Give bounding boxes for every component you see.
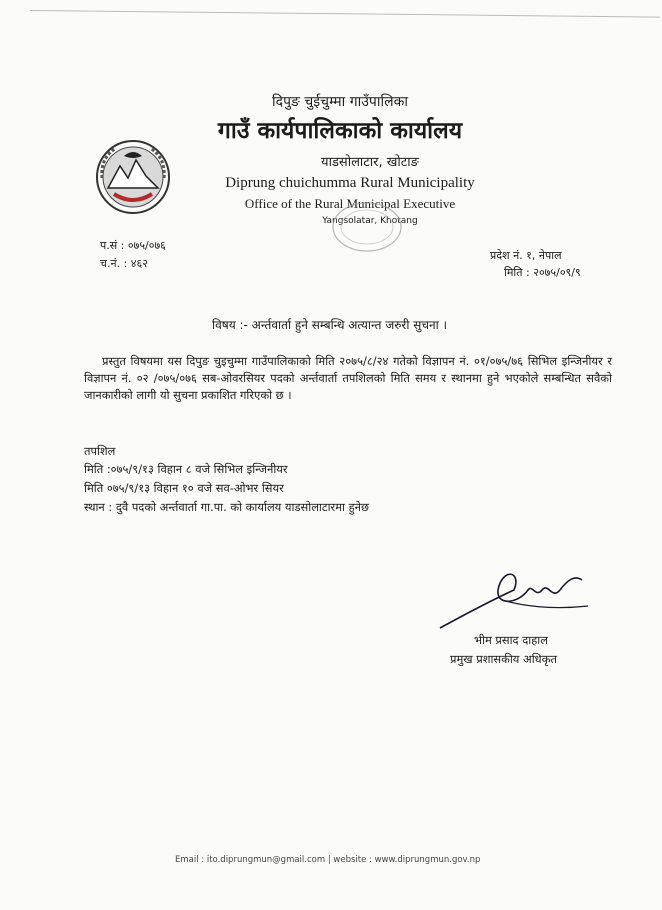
top-scan-edge: [30, 10, 660, 18]
signatory-title: प्रमुख प्रशासकीय अधिकृत: [450, 652, 557, 666]
municipality-name-nepali: दिपुङ चुईचुम्मा गाउँपालिका: [272, 94, 408, 110]
office-stamp-icon: [328, 198, 406, 256]
office-title-english: Office of the Rural Municipal Executive: [244, 196, 456, 211]
province-label: प्रदेश नं. १, नेपाल: [490, 249, 562, 262]
subject-line: विषय :- अर्न्तवार्ता हुने सम्बन्धि अत्यान्त जरुरी सुचना ।: [212, 318, 448, 332]
municipality-name-english: Diprung chuichumma Rural Municipality: [225, 175, 475, 191]
notice-body: [84, 353, 612, 404]
dispatch-number: च.नं. : ४६२: [100, 257, 148, 270]
address-nepali: याडसोलाटार, खोटाङ: [321, 155, 419, 170]
detail-item-1: मिति :०७५/९/१३ विहान ८ वजे सिभिल इन्जिनीयर: [84, 462, 288, 476]
address-english: Yangsolatar, Khotang: [322, 216, 418, 226]
details-heading: तपशिल: [84, 444, 116, 458]
reference-number: प.सं : ०७५/०७६: [100, 239, 166, 252]
letter-date: मिति : २०७५/०९/९: [504, 266, 581, 279]
detail-item-3: स्थान : दुवै पदको अर्न्तवार्ता गा.पा. को कार्यालय याडसोलाटारमा हुनेछ: [84, 500, 369, 514]
detail-item-2: मिति ०७५/९/१३ विहान १० वजे सव-ओभर सियर: [84, 481, 284, 495]
signature-icon: [432, 560, 592, 640]
footer-contact: Email : ito.diprungmun@gmail.com | website : www.diprungmun.gov.np: [175, 855, 481, 865]
office-title-nepali: गाउँ कार्यपालिकाको कार्यालय: [217, 118, 463, 144]
notice-body-text: प्रस्तुत विषयमा यस दिपुङ चुइचुम्मा गाउँपालिकाको मिति २०७५/८/२४ गतेको विज्ञापन नं. ०१/०७५/७६ सिभिल इन्जिनीयर र विज्ञापन नं. ०२ /०७५/०७६ सब-ओवरसियर पदको अर्न्तवार्ता तपशिलको मिति समय र स्थानमा हुने भएकोले सम्बन्धित सवैको जानकारीको लागी यो सुचना प्रकाशित गरिएको छ ।: [84, 354, 612, 402]
signatory-name: भीम प्रसाद दाहाल: [474, 633, 548, 647]
